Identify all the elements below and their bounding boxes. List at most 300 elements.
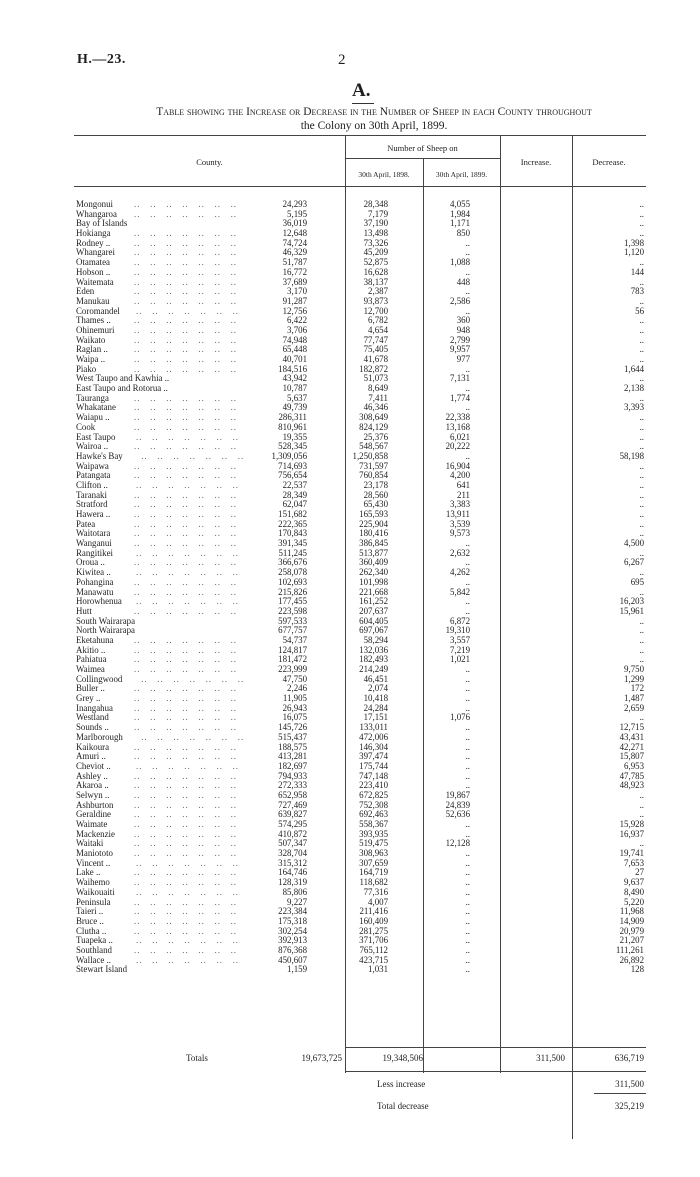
decrease-value: .. <box>639 586 644 597</box>
leader-dots: .. .. .. .. .. .. .. <box>134 208 237 219</box>
county-name: East Taupo <box>76 431 116 442</box>
leader-dots: .. .. .. .. .. .. .. <box>136 886 239 897</box>
decrease-value: 7,653 <box>624 857 644 868</box>
decrease-value: .. <box>639 392 644 403</box>
sheep-1898: 450,607 <box>278 954 307 965</box>
sheep-1899: 10,418 <box>363 693 388 704</box>
sheep-1898: 574,295 <box>278 819 307 829</box>
county-name: Maniototo <box>76 848 113 859</box>
leader-dots: .. .. .. .. .. .. .. <box>134 867 237 878</box>
sheep-1898: 223,598 <box>278 605 307 616</box>
decrease-value: 5,220 <box>624 896 644 907</box>
sheep-1898: 391,345 <box>278 538 307 549</box>
sheep-1898: 1,309,056 <box>271 450 307 461</box>
sheep-1899: 8,649 <box>368 383 388 394</box>
sheep-1898: 128,319 <box>278 877 307 888</box>
sheep-1898: 65,448 <box>282 344 307 355</box>
increase-value: 4,262 <box>450 567 470 578</box>
increase-value: 1,171 <box>450 218 470 229</box>
increase-value: .. <box>465 857 470 868</box>
decrease-value: .. <box>639 460 644 471</box>
sheep-1899: 281,275 <box>359 925 388 936</box>
county-name: Cheviot .. <box>76 760 111 771</box>
increase-value: .. <box>465 538 470 549</box>
increase-value: .. <box>465 363 470 374</box>
sheep-1899: 2,074 <box>368 683 388 694</box>
county-name: Selwyn .. <box>76 789 110 800</box>
sheep-1898: 46,329 <box>282 247 307 258</box>
sheep-1899: 697,067 <box>359 625 388 636</box>
county-name: Waipa .. <box>76 354 106 364</box>
leader-dots: .. .. .. .. .. .. .. <box>134 334 237 345</box>
sheep-1898: 639,827 <box>278 809 307 820</box>
decrease-value: 3,393 <box>624 402 644 413</box>
decrease-value: .. <box>639 528 644 539</box>
increase-value: 2,799 <box>450 334 470 345</box>
sheep-1898: 727,469 <box>278 799 307 810</box>
sheep-1899: 16,628 <box>363 266 388 277</box>
sheep-1898: 714,693 <box>278 460 307 471</box>
leader-dots: .. .. .. .. .. .. .. <box>134 654 237 665</box>
sheep-1899: 4,654 <box>368 324 388 335</box>
increase-value: .. <box>465 780 470 791</box>
sheep-1899: 1,031 <box>368 964 388 975</box>
increase-value: 22,338 <box>445 412 470 423</box>
sheep-1898: 6,422 <box>287 315 307 326</box>
sheep-1899: 51,073 <box>363 373 388 384</box>
county-name: Hokianga <box>76 228 111 239</box>
county-name: Geraldine <box>76 809 111 820</box>
county-name: Rangitikei <box>76 547 113 558</box>
leader-dots: .. .. .. .. .. .. .. <box>134 780 237 791</box>
sheep-1899: 182,493 <box>359 654 388 665</box>
increase-value: .. <box>465 286 470 297</box>
sheep-1898: 328,704 <box>278 848 307 859</box>
sheep-1899: 13,498 <box>363 228 388 239</box>
sheep-1899: 225,904 <box>359 518 388 529</box>
sheep-1898: 85,806 <box>282 886 307 897</box>
decrease-value: .. <box>639 441 644 452</box>
header-decrease: Decrease. <box>592 157 626 167</box>
decrease-value: 20,979 <box>619 925 644 936</box>
sheep-1899: 45,209 <box>363 247 388 258</box>
leader-dots: .. .. .. .. .. .. .. <box>134 644 237 655</box>
sheep-1899: 38,137 <box>363 276 388 287</box>
sheep-1899: 65,430 <box>363 499 388 510</box>
county-name: Peninsula <box>76 896 111 907</box>
increase-value: .. <box>465 683 470 694</box>
increase-value: 2,632 <box>450 547 470 558</box>
decrease-value: 27 <box>635 867 644 878</box>
letter-underline <box>352 103 374 104</box>
leader-dots: .. .. .. .. .. .. .. <box>134 315 237 326</box>
increase-value: .. <box>465 731 470 742</box>
leader-dots: .. .. .. .. .. .. .. <box>134 789 237 800</box>
increase-value: .. <box>465 266 470 277</box>
decrease-value: 1,299 <box>624 673 644 684</box>
county-name: Manukau <box>76 295 110 306</box>
sheep-1899: 371,706 <box>359 935 388 946</box>
increase-value: 7,219 <box>450 644 470 655</box>
sheep-1898: 5,195 <box>287 208 307 219</box>
leader-dots: .. .. .. .. .. .. .. <box>134 460 237 471</box>
sheep-1898: 22,537 <box>282 479 307 490</box>
increase-value: .. <box>465 247 470 258</box>
increase-value: .. <box>465 944 470 955</box>
county-name: Taranaki <box>76 489 107 500</box>
leader-dots: .. .. .. .. .. .. .. <box>134 576 237 587</box>
sheep-1899: 73,326 <box>363 237 388 248</box>
leader-dots: .. .. .. .. .. .. .. <box>134 915 237 926</box>
sheep-1899: 58,294 <box>363 634 388 645</box>
sheep-1898: 515,437 <box>278 731 307 742</box>
header-april-1898: 30th April, 1898. <box>358 170 410 179</box>
leader-dots: .. .. .. .. .. .. .. <box>136 305 239 316</box>
table-body <box>74 200 646 975</box>
increase-value: .. <box>465 557 470 568</box>
sheep-1899: 307,659 <box>359 857 388 868</box>
county-name: Inangahua <box>76 702 113 713</box>
sheep-1899: 2,387 <box>368 286 388 297</box>
increase-value: 52,636 <box>445 809 470 820</box>
leader-dots: .. .. .. .. .. .. .. <box>134 702 237 713</box>
report-reference: H.—23. <box>77 52 126 67</box>
leader-dots: .. .. .. .. .. .. .. <box>134 354 237 364</box>
increase-value: .. <box>465 450 470 461</box>
sheep-1898: 222,365 <box>278 518 307 529</box>
decrease-value: 2,138 <box>624 383 644 394</box>
leader-dots: .. .. .. .. .. .. .. <box>141 731 245 742</box>
county-name: Wanganui <box>76 538 112 549</box>
decrease-value: 783 <box>630 286 644 297</box>
sheep-1898: 810,961 <box>278 421 307 432</box>
leader-dots: .. .. .. .. .. .. .. <box>134 557 237 568</box>
decrease-value: 6,953 <box>624 760 644 771</box>
increase-value: 6,021 <box>450 431 470 442</box>
appendix-letter: A. <box>352 80 371 101</box>
decrease-value: .. <box>639 324 644 335</box>
sheep-1898: 12,648 <box>282 228 307 239</box>
sheep-1899: 41,678 <box>363 354 388 364</box>
leader-dots: .. .. .. .. .. .. .. <box>134 295 237 306</box>
increase-value: .. <box>465 770 470 781</box>
sheep-1898: 91,287 <box>282 295 307 306</box>
sheep-1898: 876,368 <box>278 944 307 955</box>
county-name: Ashley .. <box>76 770 108 781</box>
leader-dots: .. .. .. .. .. .. .. <box>136 479 239 490</box>
sheep-1898: 12,756 <box>282 305 307 316</box>
sheep-1899: 519,475 <box>359 838 388 849</box>
sheep-1899: 765,112 <box>359 944 388 955</box>
decrease-value: .. <box>639 373 644 384</box>
header-increase: Increase. <box>520 157 552 167</box>
increase-value: 850 <box>456 228 470 239</box>
county-name: Collingwood <box>76 673 123 684</box>
increase-value: 1,021 <box>450 654 470 665</box>
increase-value: .. <box>465 664 470 674</box>
sheep-1898: 272,333 <box>278 780 307 791</box>
increase-value: .. <box>465 906 470 917</box>
county-name: Waipawa <box>76 460 109 471</box>
increase-value: .. <box>465 760 470 771</box>
sheep-1899: 548,567 <box>359 441 388 452</box>
sheep-1898: 507,347 <box>278 838 307 849</box>
sheep-1899: 472,006 <box>359 731 388 742</box>
decrease-value: .. <box>639 479 644 490</box>
decrease-value: .. <box>639 412 644 423</box>
title-line-1: Table showing the Increase or Decrease in the Number of Sheep in each County throughout <box>156 106 592 118</box>
sheep-1899: 747,148 <box>359 770 388 781</box>
county-name: Waitotara <box>76 528 111 539</box>
county-name: Manawatu <box>76 586 114 597</box>
leader-dots: .. .. .. .. .. .. .. <box>141 450 245 461</box>
leader-dots: .. .. .. .. .. .. .. <box>136 596 239 607</box>
sheep-1898: 11,905 <box>282 693 307 704</box>
decrease-value: 9,637 <box>624 877 644 888</box>
decrease-value: 1,644 <box>624 363 644 374</box>
decrease-value: .. <box>639 295 644 306</box>
decrease-value: .. <box>639 315 644 326</box>
sheep-1899: 37,190 <box>363 218 388 229</box>
decrease-value: 1,120 <box>624 247 644 258</box>
sheep-1899: 93,873 <box>363 295 388 306</box>
sheep-1899: 161,252 <box>359 596 388 607</box>
sheep-1899: 4,007 <box>368 896 388 907</box>
county-name: Otamatea <box>76 257 111 268</box>
totals-label: Totals <box>186 1053 208 1063</box>
header-number-of-sheep: Number of Sheep on <box>387 143 458 153</box>
leader-dots: .. .. .. .. .. .. .. <box>136 760 239 771</box>
sheep-1899: 46,346 <box>363 402 388 413</box>
increase-value: .. <box>465 383 470 394</box>
county-name: Waitemata <box>76 276 114 287</box>
increase-value: 448 <box>456 276 470 287</box>
increase-value: 6,872 <box>450 615 470 626</box>
table-row <box>74 956 646 966</box>
total-april-1899: 19,348,506 <box>382 1053 423 1063</box>
leader-dots: .. .. .. .. .. .. .. <box>134 634 237 645</box>
leader-dots: .. .. .. .. .. .. .. <box>134 896 237 907</box>
county-name: Amuri .. <box>76 751 106 762</box>
decrease-value: 172 <box>630 683 644 694</box>
county-name: Taieri .. <box>76 906 104 917</box>
increase-value: .. <box>465 896 470 907</box>
leader-dots: .. .. .. .. .. .. .. <box>134 538 237 549</box>
sheep-1899: 6,782 <box>368 315 388 326</box>
increase-value: .. <box>465 915 470 926</box>
sheep-1899: 132,036 <box>359 644 388 655</box>
sheep-1899: 77,747 <box>363 334 388 345</box>
decrease-value: 15,807 <box>619 751 644 762</box>
increase-value: .. <box>465 877 470 888</box>
sheep-1898: 302,254 <box>278 925 307 936</box>
decrease-value: .. <box>639 712 644 723</box>
table-title <box>74 105 674 133</box>
decrease-value: .. <box>639 199 644 209</box>
increase-value: 360 <box>456 315 470 326</box>
county-name: Akaroa .. <box>76 780 109 791</box>
county-name: Clutha .. <box>76 925 107 936</box>
sheep-1899: 1,250,858 <box>352 450 388 461</box>
sheep-1899: 731,597 <box>359 460 388 471</box>
leader-dots: .. .. .. .. .. .. .. <box>134 499 237 510</box>
sheep-1899: 160,409 <box>359 915 388 926</box>
decrease-value: .. <box>639 228 644 239</box>
leader-dots: .. .. .. .. .. .. .. <box>134 722 237 733</box>
increase-value: 16,904 <box>445 460 470 471</box>
sheep-1899: 12,700 <box>363 305 388 316</box>
county-name: Pahiatua <box>76 654 107 665</box>
sheep-1899: 221,668 <box>359 586 388 597</box>
sheep-1899: 386,845 <box>359 538 388 549</box>
sheep-1899: 672,825 <box>359 789 388 800</box>
decrease-value: 111,261 <box>615 944 644 955</box>
county-name: Patea <box>76 518 96 529</box>
decrease-value: .. <box>639 567 644 578</box>
increase-value: .. <box>465 305 470 316</box>
county-name: Bruce .. <box>76 915 104 926</box>
increase-value: 9,957 <box>450 344 470 355</box>
decrease-value: .. <box>639 421 644 432</box>
increase-value: 7,131 <box>450 373 470 384</box>
increase-value: .. <box>465 741 470 752</box>
county-name: Kaikoura <box>76 741 110 752</box>
header-bottom-rule <box>74 186 646 187</box>
decrease-value: .. <box>639 208 644 219</box>
decrease-value: .. <box>639 634 644 645</box>
decrease-value: 19,741 <box>619 848 644 859</box>
decrease-value: .. <box>639 625 644 636</box>
increase-value: .. <box>465 886 470 897</box>
sheep-1898: 258,078 <box>278 567 307 578</box>
increase-value: 211 <box>457 489 470 500</box>
sheep-1898: 1,159 <box>287 964 307 975</box>
decrease-value: 21,207 <box>619 935 644 946</box>
county-name: Hawke's Bay <box>76 450 123 461</box>
county-name: Clifton .. <box>76 479 108 490</box>
total-april-1898: 19,673,725 <box>301 1053 342 1063</box>
leader-dots: .. .. .. .. .. .. .. <box>134 586 237 597</box>
decrease-value: .. <box>639 470 644 481</box>
leader-dots: .. .. .. .. .. .. .. <box>134 392 237 403</box>
county-name: Wairoa .. <box>76 441 109 452</box>
decrease-value: 2,659 <box>624 702 644 713</box>
sheep-1898: 184,516 <box>278 363 307 374</box>
county-name: Waimate <box>76 819 108 829</box>
sheep-1899: 7,179 <box>368 208 388 219</box>
sheep-1899: 207,637 <box>359 605 388 616</box>
county-name: North Wairarapa <box>76 625 135 636</box>
leader-dots: .. .. .. .. .. .. .. <box>134 324 237 335</box>
leader-dots: .. .. .. .. .. .. .. <box>134 693 237 704</box>
county-name: Westland <box>76 712 109 723</box>
total-decrease-column: 636,719 <box>614 1053 644 1063</box>
leader-dots: .. .. .. .. .. .. .. <box>134 664 237 674</box>
table-top-rule <box>74 135 646 136</box>
sheep-1898: 175,318 <box>278 915 307 926</box>
sheep-1898: 43,942 <box>282 373 307 384</box>
increase-value: .. <box>465 848 470 859</box>
leader-dots: .. .. .. .. .. .. .. <box>141 673 245 684</box>
title-line-2: the Colony on 30th April, 1899. <box>300 120 448 132</box>
county-name: Ohinemuri <box>76 324 115 335</box>
county-name: Wallace .. <box>76 954 112 965</box>
county-name: Hutt <box>76 605 92 616</box>
sheep-1899: 118,682 <box>359 877 388 888</box>
leader-dots: .. .. .. .. .. .. .. <box>136 431 239 442</box>
less-increase-label: Less increase <box>377 1079 426 1089</box>
decrease-value: 144 <box>630 266 644 277</box>
sheep-1898: 511,245 <box>278 547 307 558</box>
leader-dots: .. .. .. .. .. .. .. <box>134 770 237 781</box>
leader-dots: .. .. .. .. .. .. .. <box>134 402 237 413</box>
decrease-value: 15,928 <box>619 819 644 829</box>
sheep-1898: 74,948 <box>282 334 307 345</box>
leader-dots: .. .. .. .. .. .. .. <box>134 228 237 239</box>
leader-dots: .. .. .. .. .. .. .. <box>134 363 237 374</box>
leader-dots: .. .. .. .. .. .. .. <box>134 683 237 694</box>
leader-dots: .. .. .. .. .. .. .. <box>134 848 237 859</box>
increase-value: 1,088 <box>450 257 470 268</box>
sheep-1898: 16,772 <box>282 266 307 277</box>
decrease-value: 58,198 <box>619 450 644 461</box>
sheep-1898: 145,726 <box>278 722 307 733</box>
decrease-value: 8,490 <box>624 886 644 897</box>
sheep-1899: 397,474 <box>359 751 388 762</box>
sheep-1898: 37,689 <box>282 276 307 287</box>
sheep-1898: 36,019 <box>282 218 307 229</box>
page-number: 2 <box>338 52 346 68</box>
sheep-1898: 62,047 <box>282 499 307 510</box>
county-name: Akitio .. <box>76 644 106 655</box>
sheep-1898: 182,697 <box>278 760 307 771</box>
sheep-1898: 528,345 <box>278 441 307 452</box>
county-name: West Taupo and Kawhia .. <box>76 373 170 384</box>
increase-value: 1,076 <box>450 712 470 723</box>
increase-value: 13,911 <box>445 509 470 519</box>
leader-dots: .. .. .. .. .. .. .. <box>134 605 237 616</box>
decrease-value: 16,203 <box>619 596 644 607</box>
county-name: Cook <box>76 421 96 432</box>
decrease-value: .. <box>639 218 644 229</box>
leader-dots: .. .. .. .. .. .. .. <box>136 547 239 558</box>
decrease-value: 695 <box>630 576 644 587</box>
leader-dots: .. .. .. .. .. .. .. <box>134 877 237 888</box>
sheep-1898: 223,999 <box>278 664 307 674</box>
sheep-1899: 17,151 <box>363 712 388 723</box>
leader-dots: .. .. .. .. .. .. .. <box>134 838 237 849</box>
sheep-1899: 7,411 <box>368 392 388 403</box>
increase-value: .. <box>465 722 470 733</box>
sheep-1898: 164,746 <box>278 867 307 878</box>
increase-value: .. <box>465 576 470 587</box>
county-name: Tauranga <box>76 392 109 403</box>
increase-value: .. <box>465 596 470 607</box>
sheep-1898: 392,913 <box>278 935 307 946</box>
decrease-value: 15,961 <box>619 605 644 616</box>
sheep-1899: 752,308 <box>359 799 388 810</box>
county-name: Vincent .. <box>76 857 111 868</box>
county-name: Patangata <box>76 470 111 481</box>
sheep-1898: 177,455 <box>278 596 307 607</box>
county-name: Ashburton <box>76 799 114 810</box>
sheep-1898: 597,533 <box>278 615 307 626</box>
sheep-1899: 393,935 <box>359 828 388 839</box>
sheep-1899: 24,284 <box>363 702 388 713</box>
subtotal-rule <box>594 1093 646 1094</box>
decrease-value: 12,715 <box>619 722 644 733</box>
decrease-value: 128 <box>630 964 644 975</box>
